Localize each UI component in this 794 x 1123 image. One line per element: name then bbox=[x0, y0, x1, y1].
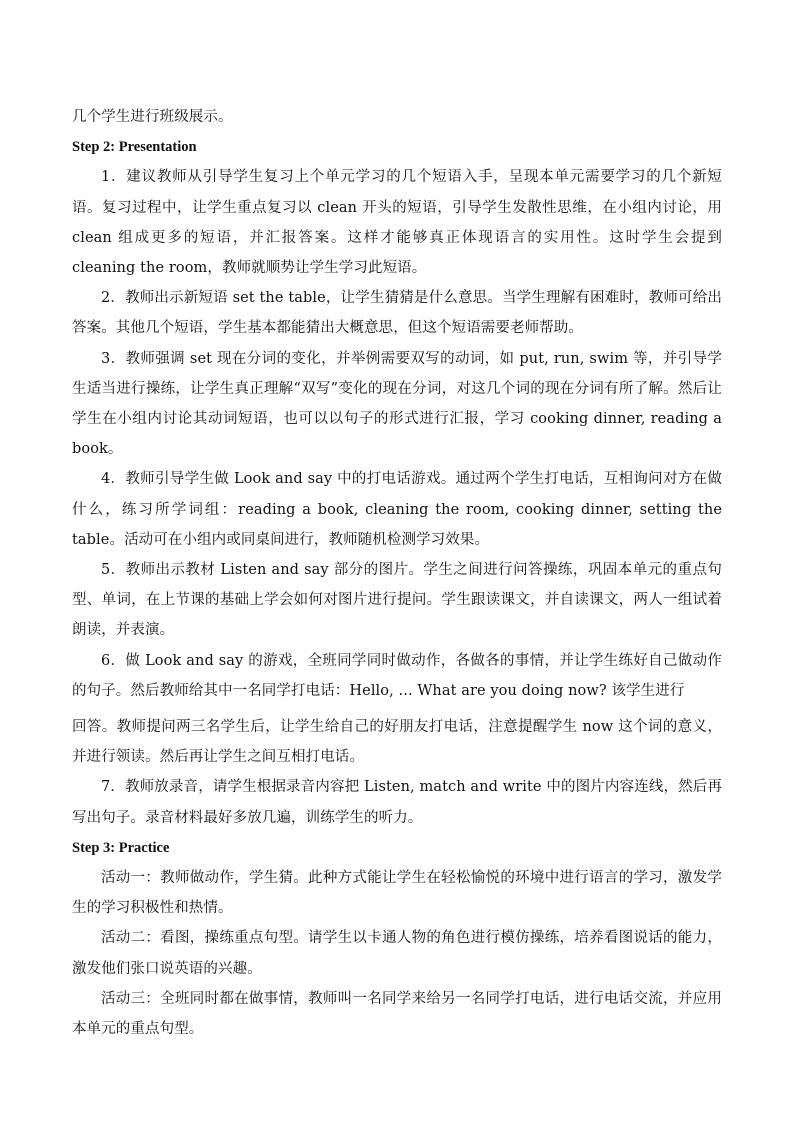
step2-item-5: 5．教师出示教材 Listen and say 部分的图片。学生之间进行问答操练，巩固本单元的重点句型、单词，在上节课的基础上学会如何对图片进行提问。学生跟读课文，并自读课文，两人一组试着朗读，并表演。 bbox=[72, 562, 722, 639]
step3-activity-2: 活动二：看图，操练重点句型。请学生以卡通人物的角色进行模仿操练，培养看图说话的能力，激发他们张口说英语的兴趣。 bbox=[72, 930, 722, 977]
step2-item-6: 6．做 Look and say 的游戏，全班同学同时做动作，各做各的事情，并让学生练好自己做动作的句子。然后教师给其中一名同学打电话：Hello, ... What are you doing now? 该学生进行 bbox=[72, 652, 722, 699]
document-body bbox=[72, 102, 722, 1044]
step2-heading: Step 2: Presentation bbox=[72, 139, 197, 156]
step2-item-6-continued: 回答。教师提问两三名学生后，让学生给自己的好朋友打电话，注意提醒学生 now 这个词的意义，并进行领读。然后再让学生之间互相打电话。 bbox=[72, 719, 722, 766]
step2-item-7: 7．教师放录音，请学生根据录音内容把 Listen, match and write 中的图片内容连线，然后再写出句子。录音材料最好多放几遍，训练学生的听力。 bbox=[72, 779, 722, 826]
step3-activity-1: 活动一：教师做动作，学生猜。此种方式能让学生在轻松愉悦的环境中进行语言的学习，激发学生的学习积极性和热情。 bbox=[72, 870, 722, 917]
step2-item-3: 3．教师强调 set 现在分词的变化，并举例需要双写的动词，如 put, run, swim 等，并引导学生适当进行操练，让学生真正理解“双写”变化的现在分词，对这几个词的现在分词有所了解。然后让学生在小组内讨论其动词短语，也可以以句子的形式进行汇报，学习 cooking dinner, reading a book。 bbox=[72, 350, 722, 458]
step2-item-2: 2．教师出示新短语 set the table，让学生猜猜是什么意思。当学生理解有困难时，教师可给出答案。其他几个短语，学生基本都能猜出大概意思，但这个短语需要老师帮助。 bbox=[72, 290, 722, 337]
intro-line: 几个学生进行班级展示。 bbox=[72, 109, 233, 125]
step3-heading: Step 3: Practice bbox=[72, 839, 170, 856]
step3-activity-3: 活动三：全班同时都在做事情，教师叫一名同学来给另一名同学打电话，进行电话交流，并应用本单元的重点句型。 bbox=[72, 990, 722, 1038]
step2-item-1: 1．建议教师从引导学生复习上个单元学习的几个短语入手，呈现本单元需要学习的几个新短语。复习过程中，让学生重点复习以 clean 开头的短语，引导学生发散性思维，在小组内讨论，用 clean 组成更多的短语，并汇报答案。这样才能够真正体现语言的实用性。这时学生会提到 cleaning the room，教师就顺势让学生学习此短语。 bbox=[72, 169, 722, 277]
step2-item-4: 4．教师引导学生做 Look and say 中的打电话游戏。通过两个学生打电话，互相询问对方在做什么，练习所学词组：reading a book, cleaning the room, cooking dinner, setting the table。活动可在小组内或同桌间进行，教师随机检测学习效果。 bbox=[72, 471, 722, 548]
